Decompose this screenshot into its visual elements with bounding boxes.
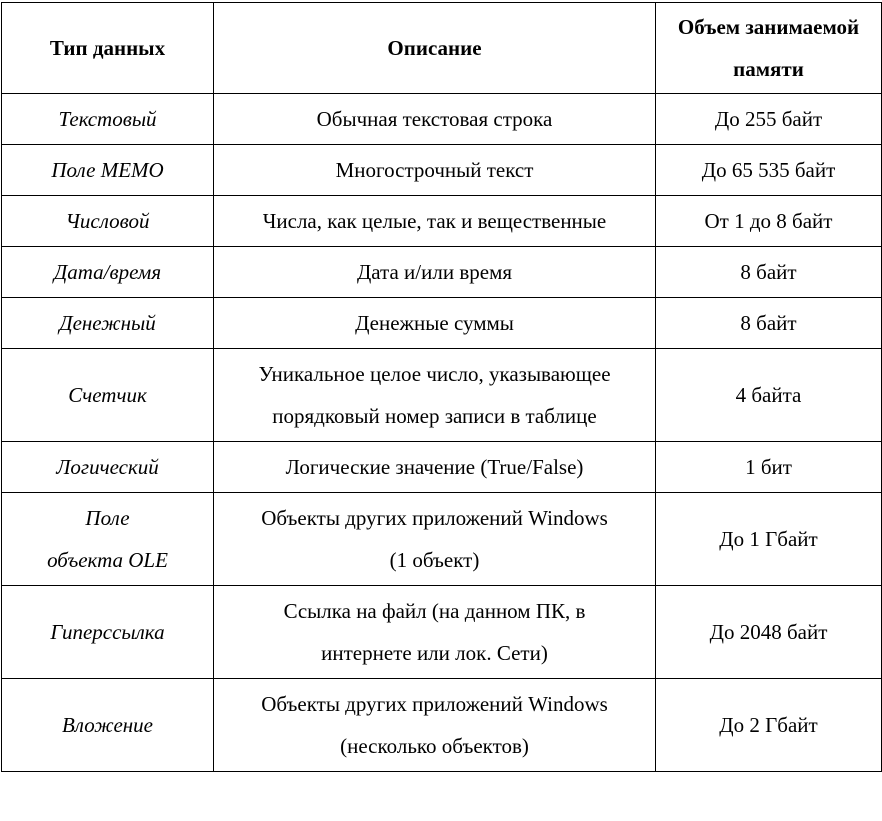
cell-type-line: Гиперссылка bbox=[50, 620, 165, 644]
cell-description-line: Логические значение (True/False) bbox=[285, 455, 584, 479]
cell-memory bbox=[656, 298, 882, 349]
table-row bbox=[2, 493, 882, 586]
cell-type-line: Логический bbox=[56, 455, 159, 479]
cell-memory-line: До 2 Гбайт bbox=[719, 713, 818, 737]
data-types-table-wrapper bbox=[1, 2, 881, 772]
header-description: Описание bbox=[214, 3, 656, 94]
cell-description bbox=[214, 349, 656, 442]
cell-type bbox=[2, 442, 214, 493]
cell-memory-line: 8 байт bbox=[740, 260, 797, 284]
header-memory-line1: Объем занимаемой bbox=[677, 15, 860, 39]
cell-memory bbox=[656, 145, 882, 196]
table-header-row bbox=[2, 3, 882, 94]
header-memory-line2: памяти bbox=[733, 57, 804, 81]
cell-memory-line: 8 байт bbox=[740, 311, 797, 335]
cell-type-line: Поле bbox=[85, 506, 130, 530]
cell-description-line: Денежные суммы bbox=[355, 311, 514, 335]
cell-description bbox=[214, 493, 656, 586]
table-row bbox=[2, 247, 882, 298]
cell-memory-line: 4 байта bbox=[735, 383, 802, 407]
cell-type-line: Дата/время bbox=[53, 260, 162, 284]
cell-description bbox=[214, 586, 656, 679]
cell-type-line: Числовой bbox=[65, 209, 150, 233]
data-types-table bbox=[1, 2, 882, 772]
cell-description-line: Ссылка на файл (на данном ПК, в bbox=[283, 599, 586, 623]
cell-memory bbox=[656, 349, 882, 442]
cell-type bbox=[2, 247, 214, 298]
cell-type-line: Счетчик bbox=[68, 383, 147, 407]
cell-memory bbox=[656, 586, 882, 679]
cell-type bbox=[2, 349, 214, 442]
cell-description-line: порядковый номер записи в таблице bbox=[272, 404, 597, 428]
cell-type bbox=[2, 145, 214, 196]
cell-description bbox=[214, 145, 656, 196]
table-row bbox=[2, 196, 882, 247]
cell-memory bbox=[656, 94, 882, 145]
cell-memory-line: До 1 Гбайт bbox=[719, 527, 818, 551]
cell-description-line: (1 объект) bbox=[389, 548, 480, 572]
cell-type bbox=[2, 196, 214, 247]
cell-description-line: Объекты других приложений Windows bbox=[261, 506, 608, 530]
cell-description bbox=[214, 298, 656, 349]
cell-memory-line: 1 бит bbox=[745, 455, 792, 479]
cell-type bbox=[2, 493, 214, 586]
cell-memory-line: До 65 535 байт bbox=[701, 158, 836, 182]
cell-description bbox=[214, 196, 656, 247]
cell-type bbox=[2, 94, 214, 145]
cell-description-line: Обычная текстовая строка bbox=[316, 107, 553, 131]
cell-description bbox=[214, 247, 656, 298]
cell-description-line: интернете или лок. Сети) bbox=[321, 641, 548, 665]
cell-memory-line: До 255 байт bbox=[714, 107, 823, 131]
cell-type-line: Денежный bbox=[59, 311, 156, 335]
cell-memory bbox=[656, 196, 882, 247]
cell-description-line: Дата и/или время bbox=[356, 260, 513, 284]
cell-description bbox=[214, 94, 656, 145]
cell-memory bbox=[656, 493, 882, 586]
cell-type bbox=[2, 298, 214, 349]
cell-type bbox=[2, 586, 214, 679]
table-row bbox=[2, 94, 882, 145]
cell-memory-line: До 2048 байт bbox=[709, 620, 828, 644]
table-row bbox=[2, 349, 882, 442]
cell-description-line: Многострочный текст bbox=[335, 158, 534, 182]
cell-description-line: Объекты других приложений Windows bbox=[261, 692, 608, 716]
cell-memory bbox=[656, 679, 882, 772]
cell-type-line: Вложение bbox=[61, 713, 154, 737]
cell-type-line: Текстовый bbox=[58, 107, 157, 131]
table-row bbox=[2, 145, 882, 196]
table-row bbox=[2, 586, 882, 679]
table-row bbox=[2, 298, 882, 349]
cell-type bbox=[2, 679, 214, 772]
cell-description-line: Числа, как целые, так и вещественные bbox=[262, 209, 607, 233]
cell-description bbox=[214, 679, 656, 772]
cell-type-line: Поле МЕМО bbox=[51, 158, 164, 182]
table-row bbox=[2, 679, 882, 772]
header-type: Тип данных bbox=[2, 3, 214, 94]
cell-memory bbox=[656, 442, 882, 493]
header-memory bbox=[656, 3, 882, 94]
table-body bbox=[2, 94, 882, 772]
cell-memory bbox=[656, 247, 882, 298]
table-row bbox=[2, 442, 882, 493]
cell-memory-line: От 1 до 8 байт bbox=[704, 209, 833, 233]
cell-description-line: (несколько объектов) bbox=[340, 734, 529, 758]
cell-description-line: Уникальное целое число, указывающее bbox=[258, 362, 611, 386]
cell-description bbox=[214, 442, 656, 493]
cell-type-line: объекта OLE bbox=[47, 548, 168, 572]
